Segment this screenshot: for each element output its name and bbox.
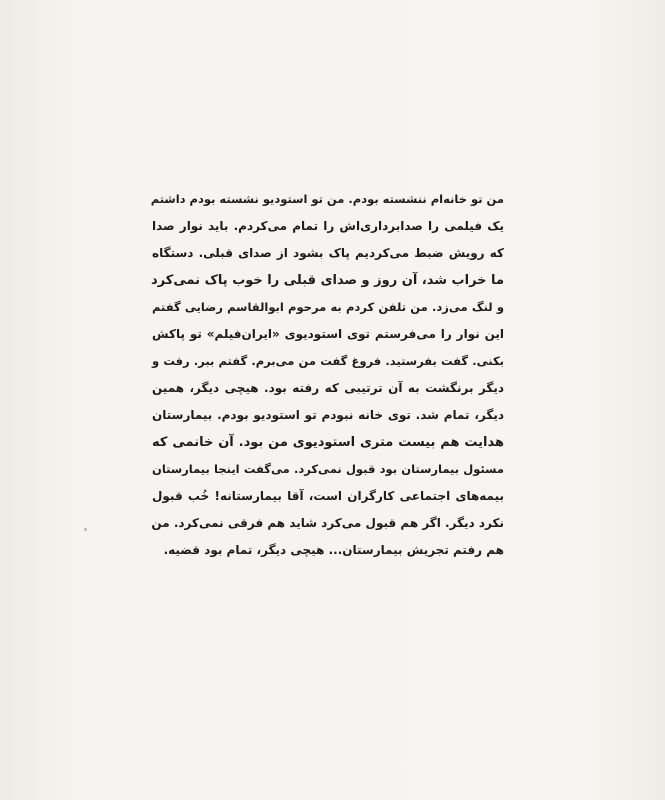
text-line: دیگر، تمام شد. توی خانه نبودم تو استودیو بودم. بیمارستان <box>152 408 504 422</box>
text-line-last: هم رفتم تجریش بیمارستان... هیچی دیگر، تمام بود قضیه. <box>163 543 504 557</box>
text-line: نکرد دیگر. اگر هم قبول می‌کرد شاید هم فرقی نمی‌کرد. من <box>151 516 504 530</box>
text-line: این نوار را می‌فرستم توی استودیوی «ایران‌فیلم» تو پاکش <box>152 327 504 341</box>
paper-speck <box>84 528 87 531</box>
text-line: و لنگ می‌زد. من تلفن کردم به مرحوم ابوالقاسم رضایی گفتم <box>152 300 504 314</box>
text-line: یک فیلمی را صدابرداری‌اش را تمام می‌کردم. باید نوار صدا <box>152 219 504 233</box>
text-line: بیمه‌های اجتماعی کارگران است، آقا بیمارستانه! خُب قبول <box>152 489 504 503</box>
text-line: که رویش ضبط می‌کردیم پاک بشود از صدای قبلی. دستگاه <box>152 246 504 260</box>
text-line: مسئول بیمارستان بود قبول نمی‌کرد. می‌گفت اینجا بیمارستان <box>152 462 504 476</box>
text-line: هدایت هم بیست متری استودیوی من بود. آن خانمی که <box>152 435 504 450</box>
text-line: من تو خانه‌ام ننشسته بودم. من تو استودیو نشسته بودم داشتم <box>150 192 504 206</box>
text-line: دیگر برنگشت به آن ترتیبی که رفته بود. هیچی دیگر، همین <box>152 381 504 395</box>
text-line: ما خراب شد، آن روز و صدای قبلی را خوب پاک نمی‌کرد <box>151 273 504 288</box>
body-text <box>152 186 504 564</box>
text-line: بکنی. گفت بفرستید. فروغ گفت من می‌برم. گفتم ببر. رفت و <box>152 354 504 368</box>
